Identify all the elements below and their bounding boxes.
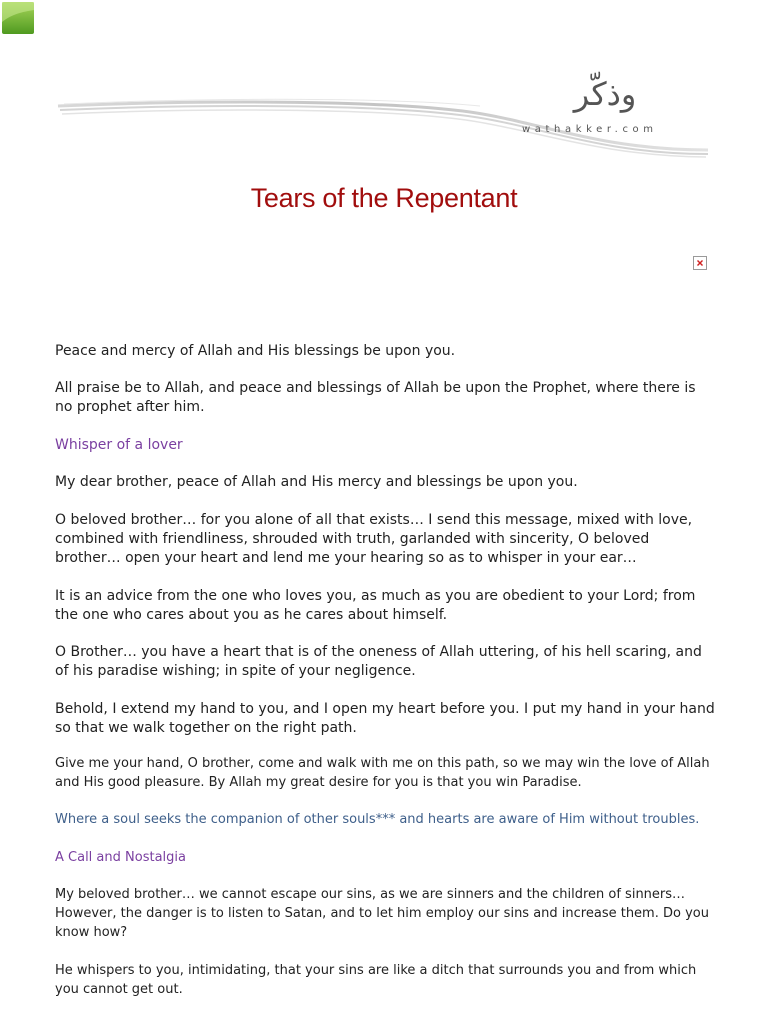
broken-image-icon <box>693 256 707 270</box>
section-heading-whisper: Whisper of a lover <box>55 437 183 453</box>
logo-green-square-icon <box>0 0 36 36</box>
header-swoosh-decoration <box>0 0 768 170</box>
logo-url-text: wathakker.com <box>522 124 658 135</box>
paragraph-dear-brother: My dear brother, peace of Allah and His mercy and blessings be upon you. <box>55 474 578 490</box>
page-header <box>0 0 768 170</box>
paragraph-sins: My beloved brother… we cannot escape our sins, as we are sinners and the children of sinners… However, the danger is to listen to Satan, and to let him employ our sins and increase them. Do you know how? <box>55 887 709 940</box>
paragraph-whispers: He whispers to you, intimidating, that your sins are like a ditch that surrounds you and from which you cannot get out. <box>55 963 697 997</box>
logo-arabic-text: وذكّر <box>573 75 637 113</box>
paragraph-praise: All praise be to Allah, and peace and blessings of Allah be upon the Prophet, where there is no prophet after him. <box>55 380 696 415</box>
paragraph-advice: It is an advice from the one who loves you, as much as you are obedient to your Lord; from the one who cares about you as he cares about himself. <box>55 588 696 623</box>
paragraph-give-hand: Give me your hand, O brother, come and walk with me on this path, so we may win the love of Allah and His good pleasure. By Allah my great desire for you is that you win Paradise. <box>55 756 710 790</box>
paragraph-heart: O Brother… you have a heart that is of the oneness of Allah uttering, of his hell scaring, and of his paradise wishing; in spite of your negligence. <box>55 644 702 679</box>
paragraph-beloved-brother: O beloved brother… for you alone of all that exists… I send this message, mixed with love, combined with friendliness, shrouded with truth, garlanded with sincerity, O beloved brother… open your heart and lend me your hearing so as to whisper in your ear… <box>55 512 693 566</box>
paragraph-extend-hand: Behold, I extend my hand to you, and I open my heart before you. I put my hand in your hand so that we walk together on the right path. <box>55 701 715 736</box>
paragraph-greeting: Peace and mercy of Allah and His blessings be upon you. <box>55 343 456 359</box>
poem-line: Where a soul seeks the companion of other souls*** and hearts are aware of Him without troubles. <box>55 812 700 827</box>
section-heading-call: A Call and Nostalgia <box>55 850 186 865</box>
page-title: Tears of the Repentant <box>250 183 518 213</box>
